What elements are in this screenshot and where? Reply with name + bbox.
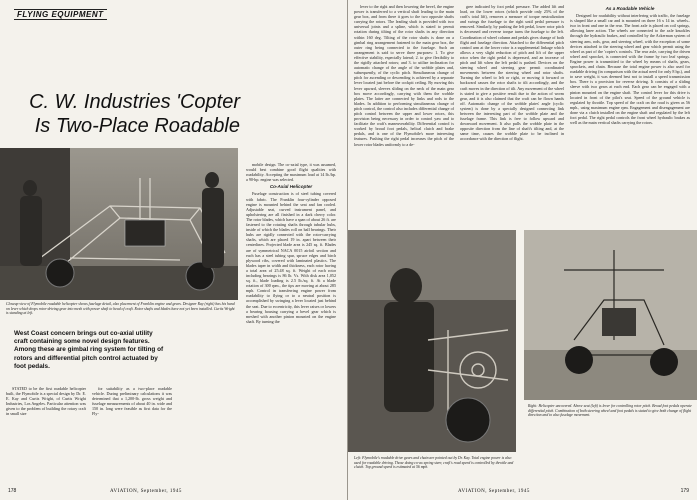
paragraph: Fuselage construction is of steel tubing covered with fabric. The Franklin four-cylinder opposed engine is mounted behind the seat and fan cooled. Adjustable seat, curved instrument panel, and upholstering are all finished in a dark cherry color. The rotor blades, which have a span of about 26 ft. are fastened to the rotating shafts through tubular hubs, inside of which the blades roll on ball bearings. Their hubs are rigidly connected with the rotor-carrying shafts, which are placed 19 in. apart between their centerlines. Projected blade area is 245 sq. ft. Blades are of symmetrical NACA 0015 airfoil section and each has a steel tubing spar, spruce edges and birch plywood ribs, covered with laminated plastics. The blades taper in width and thickness, each rotor having a total area of 25.48 sq. ft. Weight of each rotor including bearings is 86 lb. Vs. With disk area 1,052 sq. ft., blade loading is 2.5 lb./sq. ft. At a blade rotation of 300 rpm., the tips are moving at about 285 mph. Control in transferring engine power from roadability to flying or to a neutral position is accomplished by swinging a lever located just behind the seat. Due to eccentricity, this lever raises or lowers a bearing housing carrying a bevel gear which is meshed with another pinion mounted on the engine shaft. By turning the <box>246 191 336 324</box>
lead-paragraph: West Coast concern brings out co-axial utility craft containing some novel design features. Among these are gimbal ring system for tilting of rotors and differential pitch control actuated by foot pedals. <box>14 330 164 370</box>
page-number-right: 179 <box>680 488 689 494</box>
footer-left: AVIATION, September, 1945 <box>110 489 182 494</box>
page-number-left: 178 <box>8 488 17 494</box>
title-line-1: C. W. Industries 'Copter <box>29 91 240 113</box>
left-column-2 <box>92 386 172 484</box>
main-photo-caption: Closeup view of Flymobile roadable helicopter shows fuselage detail, also placement of Franklin engine and gears. Designer Ray (right) has his hand on lever which drops rotor-driving gear into mesh with power shaft to head of craft. Rotor shafts and blades have not yet been installed. Curtis Wright is standing at left. <box>6 302 235 316</box>
footer-right: AVIATION, September, 1945 <box>458 489 530 494</box>
subheading: Co-Axial Helicopter <box>269 184 313 190</box>
uncovered-caption: Right: Helicopter uncovered. Above seat (left) is lever for controlling rotor pitch. Broad foot pedals operate differential pitch. Combination of both steering wheel and foot pedals is stated to give both change of flight direction and to also fuselage movement. <box>528 404 692 418</box>
left-column-1 <box>6 386 86 484</box>
right-column-1 <box>354 4 454 226</box>
paragraph: for suitability as a two-place roadable vehicle. During preliminary calculations it was determined that a 1,200-lb. gross weight and fuselage measurements of about 40 in. wide and 150 in. long were feasible as first data for the Fly- <box>92 386 172 417</box>
helicopter-frame-photo <box>0 148 238 300</box>
gear-chain-caption: Left: Flymobile's roadable drive gears and chain are pointed out by Dr. Kay. Total engine power is also used for roadable driving. Those doing co-ax spring steer, craft's road speed is controlled by throttle and clutch. Top ground speed is estimated at 56 mph. <box>354 456 514 470</box>
paragraph: STATED to be the first roadable helicopter built, the Flymobile is a special design by Dr. E. E. Kay and Curtis Wright, of Curtis Wright Industries, Los Angeles. Particular attention was given to the problem of building the rotary craft in small size <box>6 386 86 417</box>
paragraph: lever to the right and then lowering the bevel, the engine power is transferred to a vertical shaft leading to the main gear box, and from there it goes to the two opposite shafts carrying the rotors. The leading shaft is provided with two universal joints and a spline, which is stated to permit rotation during tilting of the rotor shafts in any direction within 160 deg. Tilting of the rotor shafts is done on a gimbal ring arrangement fastened to the main gear box, the outer ring being connected to the fuselage. Such an arrangement is said to serve three purposes: 1. To give effective stability, especially lateral; 2. to give flexibility to the rigidly attached rotors; and 3. to utilize inclination for automatic change of the angle of the wobble plates and, subsequently, of the cyclic pitch. Simultaneous change of pitch for ascending or descending is achieved by a separate lever located just before the cockpit ceiling. By moving this lever upward, sleeves sliding on the neck of the main gear box move accordingly, carrying with them the wobble plates. The latter are connected by links and rods to the blades. In addition to performing simultaneous change of pitch control, the control also includes differential change of pitch control between the upper and lower rotors, this provision being necessary in order to control yaw and to facilitate the craft's maneuverability. Differential control is worked by broad foot pedals, helical clutch and brake pedals, and is one of the Flymobile's more interesting features. Pushing the right pedal increases the pitch of the lower rotor blades uniformly to a de- <box>354 4 454 147</box>
gear-chain-photo <box>348 230 516 452</box>
main-photo <box>0 148 238 300</box>
paragraph: gree indicated by foot pedal pressure. The added lift and load, on the lower rotors (which provide only 25% of the craft's total lift), removes a measure of torque neutralization and swings the fuselage to the right until pedal pressure is removed. Similarly, by pushing the left pedal, lower rotor pitch is decreased and reverse torque turns the fuselage to the left. Coordination of wheel column and pedals gives change of both flight and fuselage direction. Attached to the differential pitch control arm at the lower rotor is a supplemental linkage which allows a very slight reduction of pitch and lift of the upper rotor when the right pedal is depressed, and an increase of pitch and lift when the left pedal is pushed. Devices on the steering wheel and steering gear permit coordinated movements between the steering wheel and rotor shafts. Turning the wheel to left or right, or moving it forward or backward causes the rotor shafts to tilt accordingly, and the craft moves in the direction of tilt. Any movement of the wheel is stated to give a positive result due to the action of worm gear, and it is also claimed that the craft can be flown hands off. Automatic change of the wobble plates' angle (cyclic system) is done by a specially designed connecting link between the interesting part of the wobble plate and the fuselage frame. This link is free to follow upward and downward movement. It also pulls the wobble plate in the opposite direction from the line of shaft's tilting and, at the same time, causes the wobble plate to be inclined in accordance with the direction of flight. <box>460 4 564 142</box>
right-column-2 <box>460 4 564 226</box>
title-line-2: Is Two-Place Roadable <box>34 115 240 137</box>
article-title <box>20 90 240 138</box>
right-page <box>348 0 697 500</box>
section-tag: FLYING EQUIPMENT <box>14 9 107 20</box>
helicopter-uncovered-photo <box>524 230 697 400</box>
paragraph: Designed for roadability without interfering with traffic, the fuselage is shaped like a small car and is mounted on three 16 x 14 in. wheels–two in front and one in the rear. The front axle is placed on coil springs, allowing knee action. The wheels are connected to the axle knuckles through the hydraulic brakes, and controlled by the Ackerman system of steering arm, rods, gear, and steering wheel, with the exception of some devices attached to the steering wheel and gear which permit using the wheel as part of the 'copter's controls. The rear axle, carrying the driven wheel and sprocket, is connected with the frame by two leaf springs. Engine power is transmitted to the wheel by means of shafts, gears, sprockets, and chain. Because the total engine power is also used for roadable driving (in comparison with the actual need for only 8 hp.), and to save weight, it was deemed best not to install a speed transmission box. There is a provision for reverse driving. It consists of a sliding sleeve with two gears at each end. Each gear can be engaged with a pinion mounted on the engine shaft. The control lever for this drive is located in front of the pilot's seat. Speed of the ground vehicle is regulated by throttle. Top speed of the craft on the road is given as 56 mph., using maximum engine rpm. Engagement and disengagement are done via a clutch installed on the engine shaft and regulated by the left foot pedal. The right pedal controls the front wheel hydraulic brakes as well as the main vertical shafts carrying the rotors. <box>570 13 690 126</box>
middle-column <box>246 162 336 484</box>
left-page <box>0 0 348 500</box>
paragraph: mobile design. The co-axial type, it was assumed, would best combine good flight qualities with roadability. Accepting the maximum load at 14 lb./hp. a 90-hp. engine was selected. <box>246 162 336 183</box>
subheading: As a Roadable Vehicle <box>605 6 655 11</box>
right-column-3 <box>570 4 690 226</box>
